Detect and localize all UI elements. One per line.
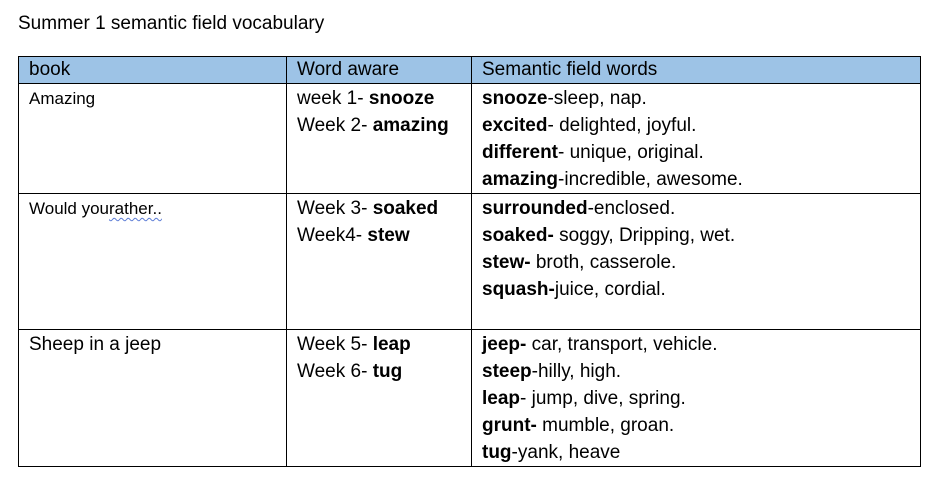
header-book: book <box>19 57 287 84</box>
semantic-field-cell <box>472 330 921 467</box>
semantic-field-line: soaked- soggy, Dripping, wet. <box>482 225 736 246</box>
book-title: Sheep in a jeep <box>29 334 162 355</box>
week-line: week 1- snooze <box>297 88 435 109</box>
semantic-field-line: squash-juice, cordial. <box>482 279 666 300</box>
book-title: Would yourather.. <box>29 195 162 222</box>
book-cell <box>19 84 287 194</box>
semantic-field-line: different- unique, original. <box>482 142 704 163</box>
book-cell <box>19 330 287 467</box>
semantic-field-line: tug-yank, heave <box>482 442 621 463</box>
spellcheck-underline: rather.. <box>109 199 162 218</box>
semantic-field-line: steep-hilly, high. <box>482 361 622 382</box>
table-row <box>19 194 921 330</box>
word-aware-cell <box>287 84 472 194</box>
vocabulary-table <box>18 56 921 467</box>
week-line: Week 5- leap <box>297 334 411 355</box>
table-header-row <box>19 57 921 84</box>
semantic-field-line: amazing-incredible, awesome. <box>482 169 743 190</box>
document-title: Summer 1 semantic field vocabulary <box>18 13 325 34</box>
semantic-field-line: grunt- mumble, groan. <box>482 415 675 436</box>
semantic-field-line: stew- broth, casserole. <box>482 252 677 273</box>
semantic-field-cell <box>472 84 921 194</box>
semantic-field-line: leap- jump, dive, spring. <box>482 388 686 409</box>
week-line: Week 2- amazing <box>297 115 449 136</box>
book-cell <box>19 194 287 330</box>
semantic-field-line: surrounded-enclosed. <box>482 198 676 219</box>
semantic-field-cell <box>472 194 921 330</box>
word-aware-cell <box>287 194 472 330</box>
table-row <box>19 84 921 194</box>
week-line: Week 6- tug <box>297 361 403 382</box>
header-semantic-field-words: Semantic field words <box>472 57 921 84</box>
semantic-field-line: snooze-sleep, nap. <box>482 88 647 109</box>
week-line: Week 3- soaked <box>297 198 439 219</box>
table-row <box>19 330 921 467</box>
week-line: Week4- stew <box>297 225 410 246</box>
semantic-field-line: jeep- car, transport, vehicle. <box>482 334 718 355</box>
semantic-field-line: excited- delighted, joyful. <box>482 115 697 136</box>
book-title: Amazing <box>29 89 96 108</box>
header-word-aware: Word aware <box>287 57 472 84</box>
word-aware-cell <box>287 330 472 467</box>
